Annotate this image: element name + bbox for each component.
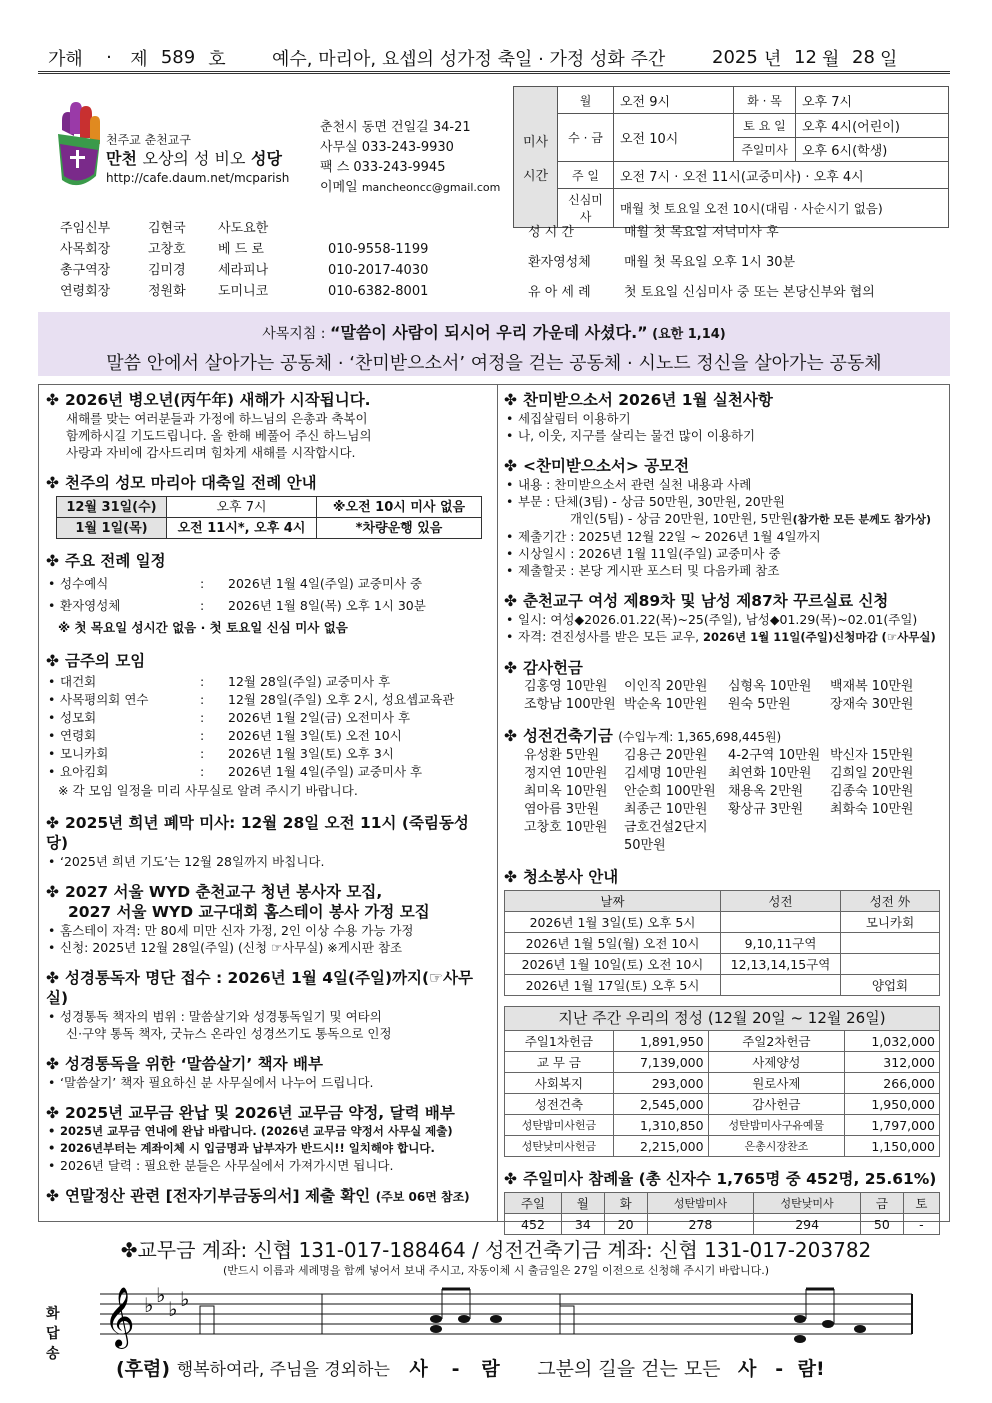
svg-text:𝄞: 𝄞 xyxy=(104,1287,135,1347)
contest-period: • 제출기간 : 2025년 12월 22일 ~ 2026년 1월 4일까지 xyxy=(504,528,944,545)
schedule-value: 12월 28일(주일) 오후 2시, 성요셉교육관 xyxy=(228,692,455,707)
cleaning-header: 날짜 xyxy=(505,891,721,912)
offering-row xyxy=(505,1094,940,1115)
offering-label: 성탄밤미사헌금 xyxy=(505,1115,614,1136)
diocese-name: 천주교 춘천교구 xyxy=(106,133,191,147)
music-staff xyxy=(100,1284,920,1354)
devotion-time: 매월 첫 토요일 오전 10시(대림 · 사순시기 없음) xyxy=(614,189,949,228)
donor-entry: 박신자 15만원 xyxy=(830,748,914,763)
attendance-header: 주일 xyxy=(505,1193,562,1214)
attendance-header: 월 xyxy=(561,1193,604,1214)
cleaning-row xyxy=(505,912,940,933)
cleaning-cell xyxy=(841,933,940,954)
donor-entry: 4-2구역 10만원 xyxy=(728,748,821,763)
service-row xyxy=(528,278,875,308)
wedfri-time: 오전 10시 xyxy=(614,114,734,162)
donor-entry: 이인직 20만원 xyxy=(624,679,708,694)
donor-entry: 조항남 100만원 xyxy=(524,697,616,712)
staff-row xyxy=(60,218,448,239)
offering-label: 성탄낮미사헌금 xyxy=(505,1136,614,1157)
donor-entry: 백재복 10만원 xyxy=(830,679,914,694)
service-label: 성 시 간 xyxy=(528,225,574,240)
meetings-list xyxy=(46,673,490,781)
cleaning-cell: 2026년 1월 17일(토) 오후 5시 xyxy=(505,975,721,996)
offering-amount: 7,139,000 xyxy=(613,1052,708,1073)
date-month: 12 xyxy=(794,47,817,68)
cleaning-cell: 9,10,11구역 xyxy=(721,933,841,954)
offering-row xyxy=(505,1052,940,1073)
schedule-value: 2026년 1월 2일(금) 오전미사 후 xyxy=(228,710,411,725)
schedule-item xyxy=(46,595,490,617)
schedule-key: • 환자영성체 xyxy=(60,598,121,613)
attendance-value: 34 xyxy=(561,1214,604,1235)
cursillo-qual: • 자격: 견진성사를 받은 모든 교우, 2026년 1월 11일(주일)신청마감 (☞사무실) xyxy=(504,628,944,646)
section-building-fund: ✤ 성전건축기금 (수입누계: 1,365,698,445원) xyxy=(504,727,782,745)
cleaning-header: 성전 外 xyxy=(841,891,940,912)
parish-url[interactable]: http://cafe.daum.net/mcparish xyxy=(106,170,290,185)
date-year-unit: 년 xyxy=(764,48,782,70)
offering-label: 주일2차헌금 xyxy=(708,1031,845,1052)
donor-entry: 금호건설2단지 50만원 xyxy=(624,820,708,853)
section-laudato-practice: ✤ 찬미받으소서 2026년 1월 실천사항 xyxy=(504,391,773,409)
donor-entry: 김종숙 10만원 xyxy=(830,784,914,799)
staff-list xyxy=(60,218,448,302)
staff-name: 김현국 xyxy=(148,221,186,236)
liturgy-note: ※ 첫 목요일 성시간 없음 · 첫 토요일 신심 미사 없음 xyxy=(58,620,348,635)
schedule-colon: : xyxy=(200,728,205,743)
section-bible-reading: ✤ 성경통독자 명단 접수 : 2026년 1월 4일(주일)까지(☞사무실) xyxy=(46,969,473,1007)
section-wyd: ✤ 2027 서울 WYD 춘천교구 청년 봉사자 모집, xyxy=(46,883,383,901)
refrain-lyrics: (후렴) 행복하여라, 주님을 경외하는 사 - 람 그분의 길을 걷는 모든 사 - 람! xyxy=(116,1358,825,1380)
offering-label: 은총시장찬조 xyxy=(708,1136,845,1157)
offering-amount: 2,545,000 xyxy=(613,1094,708,1115)
cleaning-cell: 2026년 1월 3일(토) 오후 5시 xyxy=(505,912,721,933)
section-contest: ✤ <찬미받으소서> 공모전 xyxy=(504,457,690,475)
schedule-key: • 대건회 xyxy=(60,674,97,689)
schedule-item xyxy=(46,573,490,595)
schedule-item xyxy=(46,673,490,691)
attendance-value-row xyxy=(505,1214,940,1235)
section-cleaning: ✤ 청소봉사 안내 xyxy=(504,868,619,886)
donor-entry: 원숙 5만원 xyxy=(728,697,791,712)
section-attendance: ✤ 주일미사 참례율 (총 신자수 1,765명 중 452명, 25.61%) xyxy=(504,1170,937,1188)
offering-amount: 1,310,850 xyxy=(613,1115,708,1136)
donor-entry: 김용근 20만원 xyxy=(624,748,708,763)
staff-phone: 010-9558-1199 xyxy=(328,242,429,257)
offering-amount: 1,891,950 xyxy=(613,1031,708,1052)
offering-title: 지난 주간 우리의 정성 (12월 20일 ~ 12월 26일) xyxy=(505,1007,940,1031)
offering-row xyxy=(505,1136,940,1157)
office-phone: 사무실 033-243-9930 xyxy=(320,140,454,156)
cleaning-cell xyxy=(721,975,841,996)
date-day-unit: 일 xyxy=(880,48,898,70)
bible-reading-item-2: 신·구약 통독 책자, 굿뉴스 온라인 성경쓰기도 통독으로 인정 xyxy=(66,1026,392,1041)
offering-label: 교 무 금 xyxy=(505,1052,614,1073)
attendance-header: 화 xyxy=(604,1193,647,1214)
svg-text:♭: ♭ xyxy=(144,1293,154,1317)
date-month-unit: 월 xyxy=(822,48,840,70)
building-fund-list xyxy=(504,747,944,855)
schedule-colon: : xyxy=(200,674,205,689)
left-column xyxy=(46,390,490,1207)
offering-label: 사회복지 xyxy=(505,1073,614,1094)
parish-name: 만천 오상의 성 비오 성당 xyxy=(106,149,282,169)
donor-entry: 김세명 10만원 xyxy=(624,766,708,781)
schedule-item xyxy=(46,709,490,727)
staff-phone: 010-2017-4030 xyxy=(328,263,429,278)
service-value: 매월 첫 목요일 저녁미사 후 xyxy=(624,225,779,240)
bulletin-header xyxy=(38,44,950,74)
schedule-item xyxy=(46,691,490,709)
pastoral-motto xyxy=(38,312,950,376)
meetings-note: ※ 각 모임 일정을 미리 사무실로 알려 주시기 바랍니다. xyxy=(58,783,358,798)
offering-label: 원로사제 xyxy=(708,1073,845,1094)
fax: 팩 스 033-243-9945 xyxy=(320,160,446,176)
service-row xyxy=(528,248,875,278)
cleaning-header-row xyxy=(505,891,940,912)
service-value: 매월 첫 목요일 오후 1시 30분 xyxy=(624,255,796,270)
offering-amount: 1,797,000 xyxy=(845,1115,940,1136)
staff-role: 총구역장 xyxy=(60,263,111,278)
section-tax: ✤ 연말정산 관련 [전자기부금동의서] 제출 확인 (주보 06면 참조) xyxy=(46,1187,470,1205)
schedule-value: 2026년 1월 3일(토) 오전 10시 xyxy=(228,728,402,743)
service-value: 첫 토요일 신심미사 중 또는 본당신부와 협의 xyxy=(624,285,875,300)
offering-amount: 2,215,000 xyxy=(613,1136,708,1157)
offering-label: 주일1차헌금 xyxy=(505,1031,614,1052)
attendance-value: 20 xyxy=(604,1214,647,1235)
dues-item-3: • 2026년 달력 : 필요한 분들은 사무실에서 가져가시면 됩니다. xyxy=(46,1157,490,1174)
practice-item-2: • 나, 이웃, 지구를 살리는 물건 많이 이용하기 xyxy=(504,427,944,444)
dues-item-1: • 2025년 교무금 연내에 완납 바랍니다. (2026년 교무금 약정서 사무실 제출) xyxy=(46,1123,490,1140)
schedule-key: • 모니카회 xyxy=(60,746,109,761)
email: 이메일 mancheoncc@gmail.com xyxy=(320,180,501,196)
donor-entry: 박순옥 10만원 xyxy=(624,697,708,712)
issue-number: 589 xyxy=(160,47,196,68)
offering-row xyxy=(505,1115,940,1136)
right-column xyxy=(504,390,944,1235)
motto-line2: 말씀 안에서 살아가는 공동체 · ‘찬미받으소서’ 여정을 걷는 공동체 · 시노드 정신을 살아가는 공동체 xyxy=(106,353,882,374)
staff-row xyxy=(60,281,448,302)
schedule-value: 2026년 1월 3일(토) 오후 3시 xyxy=(228,746,394,761)
cleaning-cell: 12,13,14,15구역 xyxy=(721,954,841,975)
offering-label: 성탄밤미사구유예물 xyxy=(708,1115,845,1136)
donor-entry xyxy=(728,819,830,855)
schedule-key: • 성수예식 xyxy=(60,576,109,591)
sat-label: 토 요 일 xyxy=(734,114,796,138)
offering-table xyxy=(504,1006,940,1157)
feast-title: 예수, 마리아, 요셉의 성가정 축일 · 가정 성화 주간 xyxy=(272,48,666,70)
extra-services xyxy=(528,218,875,308)
offering-label: 성전건축 xyxy=(505,1094,614,1115)
staff-name: 김미경 xyxy=(148,263,186,278)
svg-text:♭: ♭ xyxy=(156,1284,166,1307)
dues-item-2: • 2026년부터는 계좌이체 시 입금명과 납부자가 반드시!! 일치해야 합니다. xyxy=(46,1140,490,1157)
sunvigil-label: 주일미사 xyxy=(734,138,796,162)
donor-entry: 김홍영 10만원 xyxy=(524,679,608,694)
donor-entry xyxy=(830,819,940,855)
section-meetings: ✤ 금주의 모임 xyxy=(46,652,146,670)
schedule-value: 2026년 1월 8일(목) 오후 1시 30분 xyxy=(228,598,426,613)
contest-award-date: • 시상일시 : 2026년 1월 11일(주일) 교중미사 중 xyxy=(504,545,944,562)
mass-label: 미사 시간 xyxy=(514,87,558,228)
schedule-item xyxy=(46,763,490,781)
practice-item-1: • 세집살림터 이용하기 xyxy=(504,410,944,427)
staff-name: 고창호 xyxy=(148,242,186,257)
address: 춘천시 동면 건일길 34-21 xyxy=(320,120,471,135)
schedule-colon: : xyxy=(200,576,205,591)
column-divider xyxy=(497,384,498,1222)
mary-feast-table: 12월 31일(수) 오후 7시 ※오전 10시 미사 없음 1월 1일(목) 오전 11시*, 오후 4시 *차량운행 있음 xyxy=(56,496,482,539)
mon-time: 오전 9시 xyxy=(614,87,734,114)
parish-logo xyxy=(56,100,102,192)
schedule-item xyxy=(46,745,490,763)
schedule-key: • 성모회 xyxy=(60,710,97,725)
contest-category: • 부문 : 단체(3팀) - 상금 50만원, 30만원, 20만원 xyxy=(504,493,944,510)
schedule-value: 2026년 1월 4일(주일) 교중미사 중 xyxy=(228,576,423,591)
new-year-body-3: 사랑과 자비에 감사드리며 힘차게 새해를 시작합시다. xyxy=(66,445,356,460)
svg-text:♭: ♭ xyxy=(168,1297,178,1321)
donor-entry: 최화숙 10만원 xyxy=(830,802,914,817)
date-year: 2025 xyxy=(712,47,758,68)
issue-suffix: 호 xyxy=(208,48,226,70)
donor-entry: 김희일 20만원 xyxy=(830,766,914,781)
staff-role: 연령회장 xyxy=(60,284,111,299)
motto-prefix: 사목지침 : xyxy=(262,326,326,342)
cursillo-dates: • 일시: 여성◆2026.01.22(목)~25(주일), 남성◆01.29(목)~02.01(주일) xyxy=(504,611,944,628)
schedule-key: • 사목평의회 연수 xyxy=(60,692,149,707)
staff-row xyxy=(60,260,448,281)
cleaning-cell: 2026년 1월 5일(월) 오전 10시 xyxy=(505,933,721,954)
attendance-value: - xyxy=(903,1214,939,1235)
schedule-value: 12월 28일(주일) 교중미사 후 xyxy=(228,674,391,689)
section-jubilee: ✤ 2025년 희년 폐막 미사: 12월 28일 오전 11시 (죽림동성당) xyxy=(46,814,469,852)
cleaning-cell: 양업회 xyxy=(841,975,940,996)
service-label: 환자영성체 xyxy=(528,255,591,270)
section-thanks-offering: ✤ 감사헌금 xyxy=(504,659,583,677)
offering-amount: 1,150,000 xyxy=(845,1136,940,1157)
attendance-value: 452 xyxy=(505,1214,562,1235)
cleaning-cell xyxy=(841,954,940,975)
donor-entry: 유성환 5만원 xyxy=(524,748,600,763)
donor-entry: 최연화 10만원 xyxy=(728,766,812,781)
contest-content: • 내용 : 찬미받으소서 관련 실천 내용과 사례 xyxy=(504,476,944,493)
motto-ref: (요한 1,14) xyxy=(652,327,726,342)
offering-amount: 1,950,000 xyxy=(845,1094,940,1115)
schedule-colon: : xyxy=(200,598,205,613)
offering-row xyxy=(505,1073,940,1094)
attendance-header: 성탄낮미사 xyxy=(754,1193,861,1214)
motto-quote: “말씀이 사람이 되시어 우리 가운데 사셨다.” xyxy=(329,323,648,342)
cleaning-cell: 모니카회 xyxy=(841,912,940,933)
section-mary-feast: ✤ 천주의 성모 마리아 대축일 전례 안내 xyxy=(46,474,317,492)
section-cursillo: ✤ 춘천교구 여성 제89차 및 남성 제87차 꾸르실료 신청 xyxy=(504,592,889,610)
offering-amount: 1,032,000 xyxy=(845,1031,940,1052)
account-note: (반드시 이름과 세례명을 함께 넣어서 보내 주시고, 자동이체 시 출금일은 27일 이전으로 신청해 주시기 바랍니다.) xyxy=(222,1264,770,1277)
section-new-year: ✤ 2026년 병오년(丙午年) 새해가 시작됩니다. xyxy=(46,391,371,409)
cleaning-row xyxy=(505,975,940,996)
schedule-colon: : xyxy=(200,746,205,761)
devotion-label: 신심미사 xyxy=(558,189,614,228)
offering-label: 사제양성 xyxy=(708,1052,845,1073)
header-dot: · xyxy=(106,47,112,68)
schedule-key: • 연령회 xyxy=(60,728,97,743)
offering-amount: 293,000 xyxy=(613,1073,708,1094)
donor-entry: 채용옥 2만원 xyxy=(728,784,804,799)
schedule-key: • 요아킴회 xyxy=(60,764,109,779)
wyd-title-2: 2027 서울 WYD 교구대회 홈스테이 봉사 가정 모집 xyxy=(68,903,430,921)
wyd-item-2: • 신청: 2025년 12월 28일(주일) (신청 ☞사무실) ※게시판 참조 xyxy=(46,939,490,956)
offering-label: 감사헌금 xyxy=(708,1094,845,1115)
staff-phone: 010-6382-8001 xyxy=(328,284,429,299)
parish-info xyxy=(106,132,289,186)
attendance-value: 294 xyxy=(754,1214,861,1235)
section-dues: ✤ 2025년 교무금 완납 및 2026년 교무금 약정, 달력 배부 xyxy=(46,1104,455,1122)
contest-submit: • 제출할곳 : 본당 게시판 포스터 및 다음카페 참조 xyxy=(504,562,944,579)
schedule-colon: : xyxy=(200,710,205,725)
staff-baptism: 세라피나 xyxy=(218,263,269,278)
staff-role: 사목회장 xyxy=(60,242,111,257)
liturgy-list xyxy=(46,573,490,617)
psalm-label: 화 답 송 xyxy=(46,1306,60,1362)
cleaning-row xyxy=(505,933,940,954)
mass-times-table xyxy=(513,86,949,228)
donor-entry: 고창호 10만원 xyxy=(524,820,608,835)
schedule-value: 2026년 1월 4일(주일) 교중미사 후 xyxy=(228,764,423,779)
offering-amount: 266,000 xyxy=(845,1073,940,1094)
attendance-table xyxy=(504,1192,940,1235)
staff-baptism: 사도요한 xyxy=(218,221,269,236)
attendance-value: 50 xyxy=(860,1214,903,1235)
sun-label: 주 일 xyxy=(558,162,614,189)
contest-category-2: 개인(5팀) - 상금 20만원, 10만원, 5만원(참가한 모든 분께도 참가상) xyxy=(570,511,932,526)
new-year-body-2: 함께하시길 기도드립니다. 올 한해 베풀어 주신 하느님의 xyxy=(66,428,372,443)
staff-phone xyxy=(328,218,448,239)
wyd-item-1: • 홈스테이 자격: 만 80세 미만 신자 가정, 2인 이상 수용 가능 가정 xyxy=(46,922,490,939)
account-info: ✤교무금 계좌: 신협 131-017-188464 / 성전건축기금 계좌: 신협 131-017-203782 xyxy=(120,1238,872,1262)
cleaning-header: 성전 xyxy=(721,891,841,912)
donor-entry: 심형옥 10만원 xyxy=(728,679,812,694)
staff-name: 정원화 xyxy=(148,284,186,299)
attendance-header: 성탄밤미사 xyxy=(647,1193,754,1214)
donor-entry: 최미옥 10만원 xyxy=(524,784,608,799)
svg-text:♭: ♭ xyxy=(180,1287,190,1311)
new-year-body-1: 새해를 맞는 여러분들과 가정에 하느님의 은총과 축복이 xyxy=(66,411,368,426)
schedule-colon: : xyxy=(200,692,205,707)
section-booklet: ✤ 성경통독을 위한 ‘말씀살기’ 책자 배부 xyxy=(46,1055,323,1073)
staff-baptism: 베 드 로 xyxy=(218,242,264,257)
donor-entry: 최종근 10만원 xyxy=(624,802,708,817)
staff-role: 주임신부 xyxy=(60,221,111,236)
mon-label: 월 xyxy=(558,87,614,114)
service-row xyxy=(528,218,875,248)
sunvigil-time: 오후 6시(학생) xyxy=(796,138,949,162)
donor-entry: 황상규 3만원 xyxy=(728,802,804,817)
issue-cycle: 가해 xyxy=(48,48,83,70)
cleaning-cell xyxy=(721,912,841,933)
offering-title-row xyxy=(505,1007,940,1031)
attendance-header-row xyxy=(505,1193,940,1214)
wedfri-label: 수 · 금 xyxy=(558,114,614,162)
staff-baptism: 도미니코 xyxy=(218,284,269,299)
section-liturgy: ✤ 주요 전례 일정 xyxy=(46,552,166,570)
sat-time: 오후 4시(어린이) xyxy=(796,114,949,138)
donor-entry: 염아름 3만원 xyxy=(524,802,600,817)
schedule-item xyxy=(46,727,490,745)
schedule-colon: : xyxy=(200,764,205,779)
booklet-item: • ‘말씀살기’ 책자 필요하신 분 사무실에서 나누어 드립니다. xyxy=(46,1074,490,1091)
attendance-value: 278 xyxy=(647,1214,754,1235)
tuethu-label: 화 · 목 xyxy=(734,87,796,114)
bible-reading-item-1: • 성경통독 책자의 범위 : 말씀살기와 성경통독일기 및 여타의 xyxy=(46,1008,490,1025)
donor-entry: 정지연 10만원 xyxy=(524,766,608,781)
date-day: 28 xyxy=(852,47,875,68)
tuethu-time: 오후 7시 xyxy=(796,87,949,114)
attendance-header: 토 xyxy=(903,1193,939,1214)
service-label: 유 아 세 례 xyxy=(528,285,591,300)
donor-entry: 안순희 100만원 xyxy=(624,784,716,799)
cleaning-row xyxy=(505,954,940,975)
staff-row xyxy=(60,239,448,260)
attendance-header: 금 xyxy=(860,1193,903,1214)
parish-contact xyxy=(320,118,500,199)
donor-entry: 장재숙 30만원 xyxy=(830,697,914,712)
cleaning-table xyxy=(504,890,940,996)
thanks-list xyxy=(504,678,944,714)
cleaning-cell: 2026년 1월 10일(토) 오전 10시 xyxy=(505,954,721,975)
sun-time: 오전 7시 · 오전 11시(교중미사) · 오후 4시 xyxy=(614,162,949,189)
offering-row xyxy=(505,1031,940,1052)
offering-amount: 312,000 xyxy=(845,1052,940,1073)
jubilee-note: • ‘2025년 희년 기도’는 12월 28일까지 바칩니다. xyxy=(46,853,490,870)
issue-label: 제 xyxy=(130,48,148,70)
